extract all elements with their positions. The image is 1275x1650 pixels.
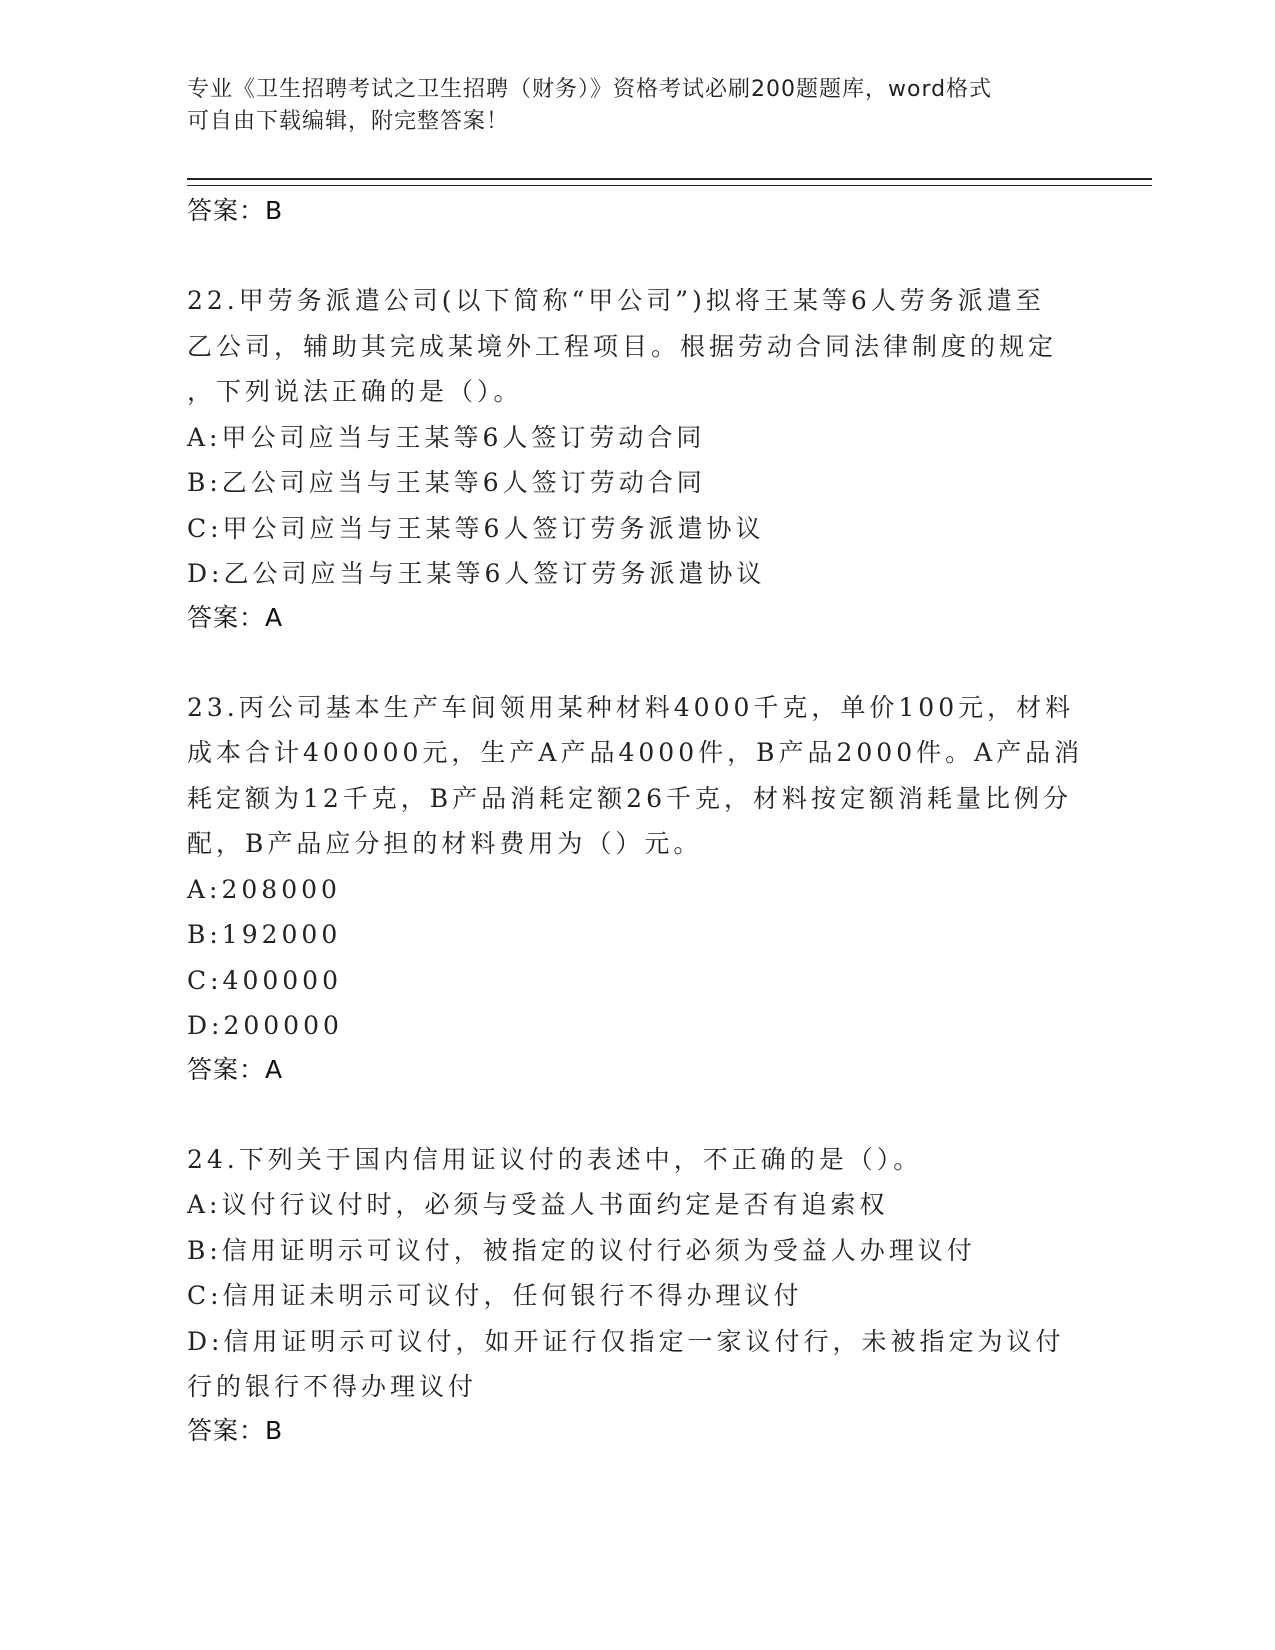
question-list — [187, 190, 1087, 1452]
option-d: D:信用证明示可议付，如开证行仅指定一家议付行，未被指定为议付 — [187, 1326, 1065, 1356]
previous-answer: 答案：B — [187, 196, 284, 225]
option-d: D:乙公司应当与王某等6人签订劳务派遣协议 — [187, 559, 766, 588]
answer: 答案：A — [187, 602, 284, 632]
question-text-line: 配，B产品应分担的材料费用为（）元。 — [187, 829, 703, 858]
question-text-line: 耗定额为12千克，B产品消耗定额26千克，材料按定额消耗量比例分 — [187, 783, 1072, 813]
question-text-line: 乙公司，辅助其完成某境外工程项目。根据劳动合同法律制度的规定 — [187, 331, 1058, 361]
option-b: B:信用证明示可议付，被指定的议付行必须为受益人办理议付 — [187, 1235, 976, 1265]
header-divider — [187, 178, 1152, 186]
option-a: A:议付行议付时，必须与受益人书面约定是否有追索权 — [187, 1190, 889, 1219]
option-c: C:400000 — [187, 965, 342, 995]
question-text-line: 23.丙公司基本生产车间领用某种材料4000千克，单价100元，材料 — [187, 692, 1075, 722]
option-b: B:192000 — [187, 920, 342, 949]
answer: 答案：A — [187, 1054, 284, 1084]
answer: 答案：B — [187, 1415, 284, 1445]
option-d-continued: 行的银行不得办理议付 — [187, 1372, 478, 1401]
option-b: B:乙公司应当与王某等6人签订劳动合同 — [187, 468, 706, 497]
header-title-line-2: 可自由下载编辑，附完整答案！ — [187, 109, 510, 134]
option-c: C:甲公司应当与王某等6人签订劳务派遣协议 — [187, 513, 765, 543]
question-text-line: 24.下列关于国内信用证议付的表述中，不正确的是（）。 — [187, 1144, 923, 1174]
option-a: A:甲公司应当与王某等6人签订劳动合同 — [187, 422, 706, 452]
question-23 — [187, 685, 1087, 1091]
option-c: C:信用证未明示可议付，任何银行不得办理议付 — [187, 1281, 803, 1310]
header-title-line-1: 专业《卫生招聘考试之卫生招聘（财务）》资格考试必刷200题题库，word格式 — [187, 77, 993, 102]
option-a: A:208000 — [187, 874, 341, 904]
question-22 — [187, 278, 1087, 639]
page-header — [187, 74, 1067, 138]
option-d: D:200000 — [187, 1011, 343, 1040]
question-24 — [187, 1137, 1087, 1452]
question-text-line: 22.甲劳务派遣公司(以下简称“甲公司”)拟将王某等6人劳务派遣至 — [187, 286, 1045, 315]
question-text-line: ，下列说法正确的是（）。 — [187, 377, 523, 406]
question-text-line: 成本合计400000元，生产A产品4000件，B产品2000件。A产品消 — [187, 738, 1084, 767]
